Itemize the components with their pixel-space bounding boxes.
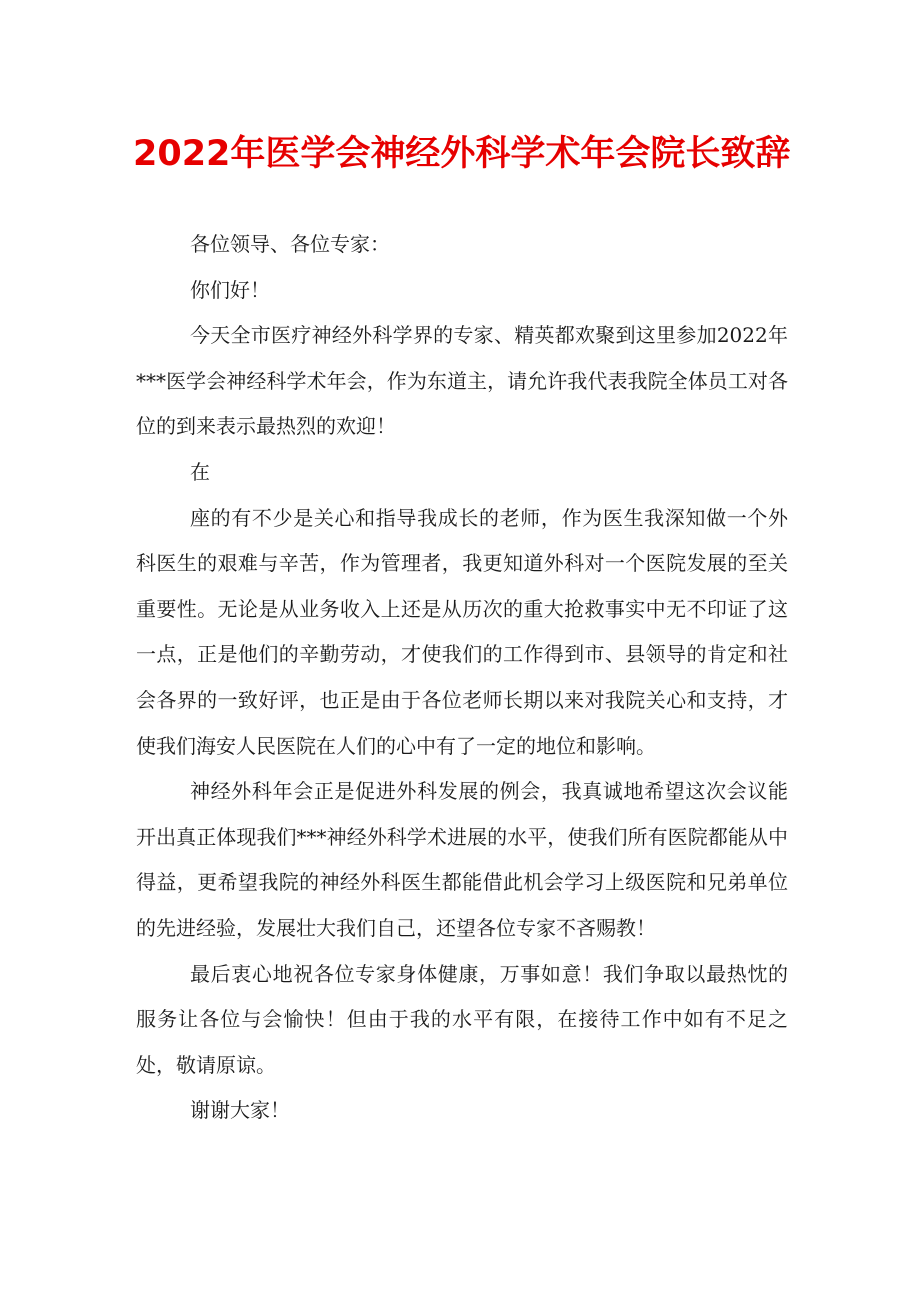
salutation: 各位领导、各位专家： <box>190 232 390 256</box>
paragraph-annual-meeting: 神经外科年会正是促进外科发展的例会，我真诚地希望这次会议能开出真正体现我们***神经外科学术进展的水平，使我们所有医院都能从中得益，更希望我院的神经外科医生都能借此机会学习上级医院和兄弟单位的先进经验，发展壮大我们自己，还望各位专家不吝赐教！ <box>136 779 788 940</box>
closing-thanks: 谢谢大家！ <box>190 1098 290 1123</box>
paragraph-closing-wishes: 最后衷心地祝各位专家身体健康，万事如意！我们争取以最热忱的服务让各位与会愉快！但由于我的水平有限，在接待工作中如有不足之处，敬请原谅。 <box>136 961 788 1077</box>
paragraph-teachers: 座的有不少是关心和指导我成长的老师，作为医生我深知做一个外科医生的艰难与辛苦，作为管理者，我更知道外科对一个医院发展的至关重要性。无论是从业务收入上还是从历次的重大抢救事实中无不印证了这一点，正是他们的辛勤劳动，才使我们的工作得到市、县领导的肯定和社会各界的一致好评，也正是由于各位老师长期以来对我院关心和支持，才使我们海安人民医院在人们的心中有了一定的地位和影响。 <box>136 505 788 758</box>
greeting: 你们好！ <box>190 277 270 302</box>
paragraph-welcome: 今天全市医疗神经外科学界的专家、精英都欢聚到这里参加2022年***医学会神经科学术年会，作为东道主，请允许我代表我院全体员工对各位的到来表示最热烈的欢迎！ <box>136 323 788 439</box>
paragraph-fragment: 在 <box>190 459 210 484</box>
document-title: 2022年医学会神经外科学术年会院长致辞 <box>133 134 791 174</box>
document-body <box>136 222 788 1134</box>
